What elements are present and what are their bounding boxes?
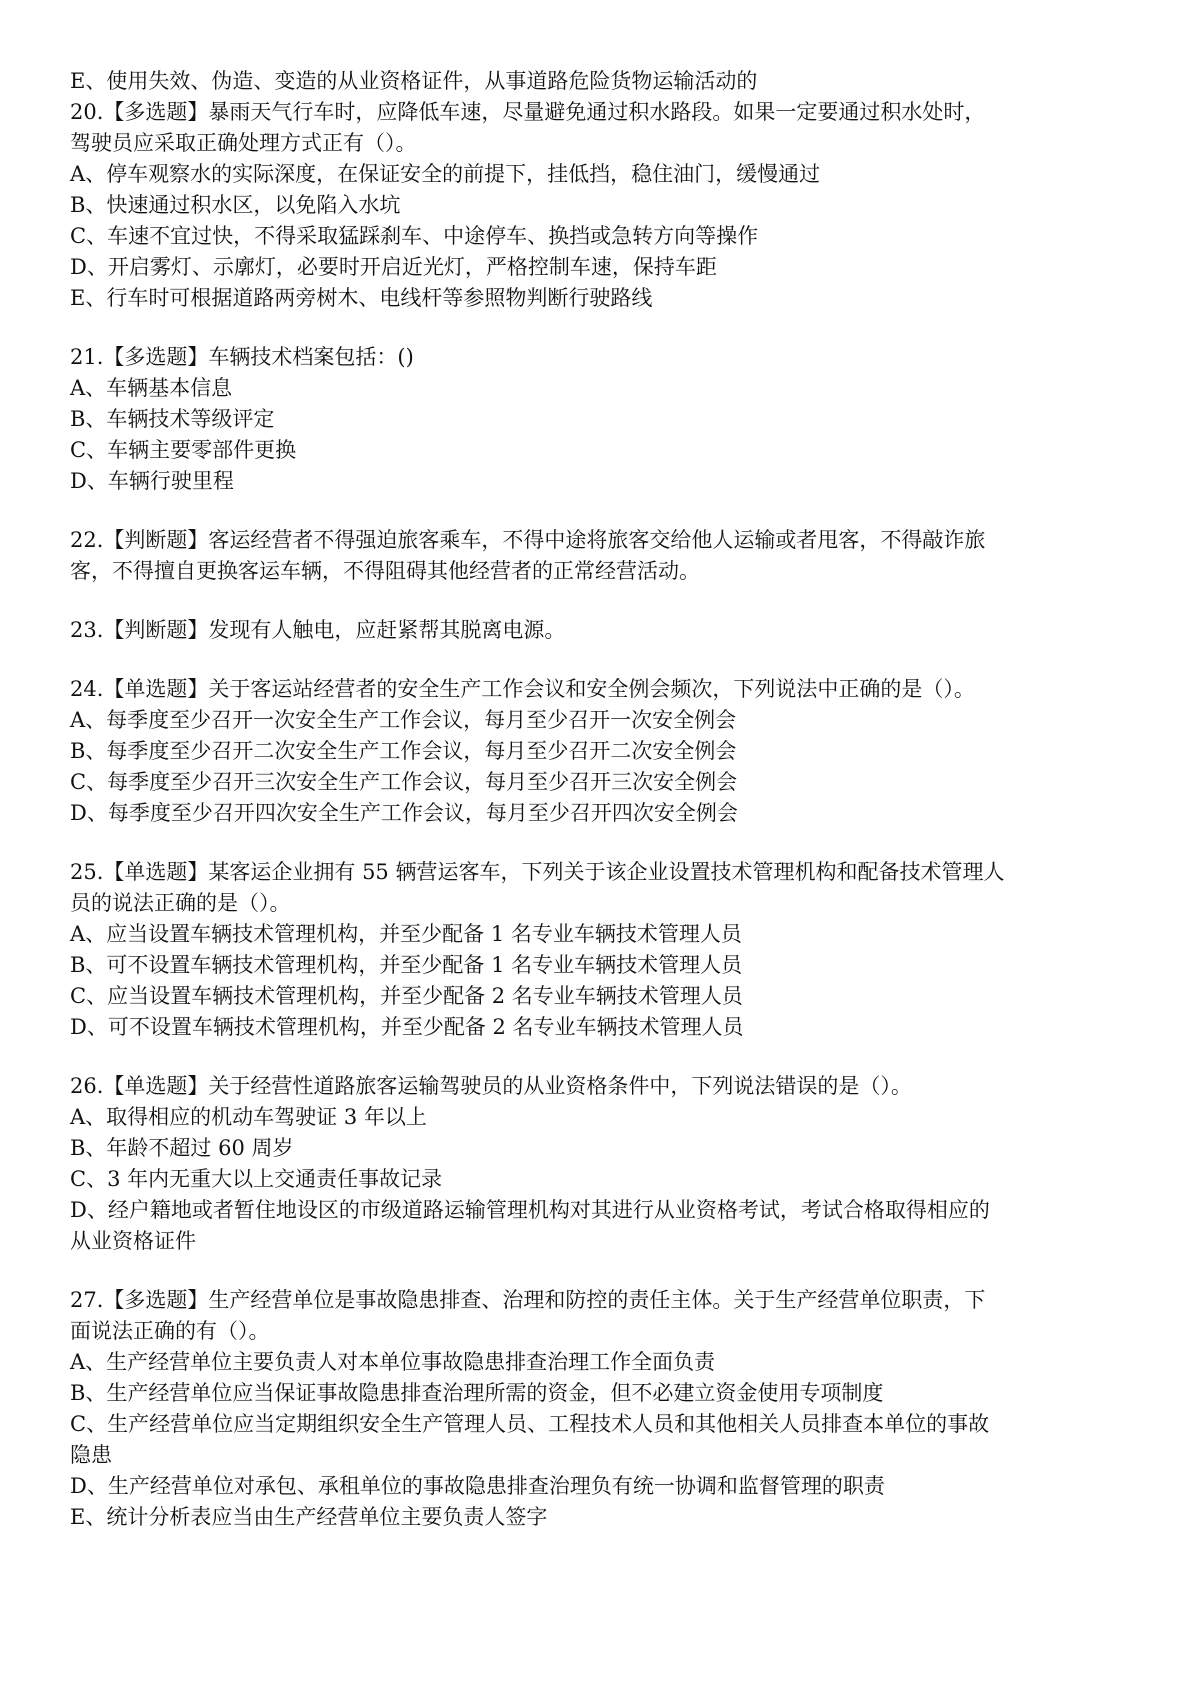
- question-stem-line: 23.【判断题】发现有人触电，应赶紧帮其脱离电源。: [70, 618, 566, 642]
- answer-option: A、停车观察水的实际深度，在保证安全的前提下，挂低挡，稳住油门，缓慢通过: [70, 162, 821, 186]
- answer-option: A、取得相应的机动车驾驶证 3 年以上: [70, 1105, 427, 1129]
- question-stem-line: 员的说法正确的是（）。: [70, 891, 291, 915]
- question-stem-line: 26.【单选题】关于经营性道路旅客运输驾驶员的从业资格条件中，下列说法错误的是（）。: [70, 1074, 912, 1098]
- answer-option: D、可不设置车辆技术管理机构，并至少配备 2 名专业车辆技术管理人员: [70, 1015, 744, 1039]
- question-stem-line: 21.【多选题】车辆技术档案包括：(): [70, 345, 414, 369]
- answer-option: A、每季度至少召开一次安全生产工作会议，每月至少召开一次安全例会: [70, 708, 737, 732]
- question-stem-line: 驾驶员应采取正确处理方式正有（）。: [70, 131, 417, 155]
- question-stem-line: 22.【判断题】客运经营者不得强迫旅客乘车，不得中途将旅客交给他人运输或者甩客，不得敲诈旅: [70, 528, 986, 552]
- exam-page: [70, 66, 1130, 1533]
- answer-option: 隐患: [70, 1443, 112, 1467]
- question-block: [70, 1285, 1130, 1533]
- question-block: [70, 342, 1130, 497]
- question-stem-line: 20.【多选题】暴雨天气行车时，应降低车速，尽量避免通过积水路段。如果一定要通过积水处时，: [70, 100, 986, 124]
- answer-option: D、每季度至少召开四次安全生产工作会议，每月至少召开四次安全例会: [70, 801, 738, 825]
- answer-option: D、车辆行驶里程: [70, 469, 234, 493]
- question-stem-line: 25.【单选题】某客运企业拥有 55 辆营运客车，下列关于该企业设置技术管理机构和配备技术管理人: [70, 860, 1005, 884]
- answer-option: A、应当设置车辆技术管理机构，并至少配备 1 名专业车辆技术管理人员: [70, 922, 742, 946]
- answer-option: E、行车时可根据道路两旁树木、电线杆等参照物判断行驶路线: [70, 286, 653, 310]
- answer-option: B、快速通过积水区，以免陷入水坑: [70, 193, 401, 217]
- question-block: [70, 615, 1130, 646]
- question-stem-line: 客，不得擅自更换客运车辆，不得阻碍其他经营者的正常经营活动。: [70, 559, 700, 583]
- question-block: [70, 97, 1130, 314]
- answer-option: D、生产经营单位对承包、承租单位的事故隐患排查治理负有统一协调和监督管理的职责: [70, 1474, 885, 1498]
- leading-option-block: [70, 66, 1130, 97]
- answer-option: C、3 年内无重大以上交通责任事故记录: [70, 1167, 443, 1191]
- question-block: [70, 525, 1130, 587]
- answer-option: B、年龄不超过 60 周岁: [70, 1136, 294, 1160]
- question-block: [70, 674, 1130, 829]
- answer-option: A、车辆基本信息: [70, 376, 233, 400]
- answer-option: B、生产经营单位应当保证事故隐患排查治理所需的资金，但不必建立资金使用专项制度: [70, 1381, 884, 1405]
- answer-option: B、可不设置车辆技术管理机构，并至少配备 1 名专业车辆技术管理人员: [70, 953, 743, 977]
- question-block: [70, 857, 1130, 1043]
- question-stem-line: 面说法正确的有（）。: [70, 1319, 270, 1343]
- answer-option: C、车辆主要零部件更换: [70, 438, 297, 462]
- answer-option: C、每季度至少召开三次安全生产工作会议，每月至少召开三次安全例会: [70, 770, 738, 794]
- question-stem-line: 27.【多选题】生产经营单位是事故隐患排查、治理和防控的责任主体。关于生产经营单位职责，下: [70, 1288, 986, 1312]
- answer-option: C、应当设置车辆技术管理机构，并至少配备 2 名专业车辆技术管理人员: [70, 984, 743, 1008]
- answer-option: E、统计分析表应当由生产经营单位主要负责人签字: [70, 1505, 548, 1529]
- answer-option: C、生产经营单位应当定期组织安全生产管理人员、工程技术人员和其他相关人员排查本单位的事故: [70, 1412, 990, 1436]
- answer-option: B、车辆技术等级评定: [70, 407, 275, 431]
- answer-option: 从业资格证件: [70, 1229, 196, 1253]
- option-text: E、使用失效、伪造、变造的从业资格证件，从事道路危险货物运输活动的: [70, 69, 758, 93]
- question-stem-line: 24.【单选题】关于客运站经营者的安全生产工作会议和安全例会频次，下列说法中正确的是（）。: [70, 677, 975, 701]
- question-block: [70, 1071, 1130, 1257]
- answer-option: D、经户籍地或者暂住地设区的市级道路运输管理机构对其进行从业资格考试，考试合格取得相应的: [70, 1198, 990, 1222]
- question-list: [70, 97, 1130, 1533]
- answer-option: A、生产经营单位主要负责人对本单位事故隐患排查治理工作全面负责: [70, 1350, 716, 1374]
- answer-option: C、车速不宜过快，不得采取猛踩刹车、中途停车、换挡或急转方向等操作: [70, 224, 759, 248]
- answer-option: B、每季度至少召开二次安全生产工作会议，每月至少召开二次安全例会: [70, 739, 737, 763]
- answer-option: D、开启雾灯、示廓灯，必要时开启近光灯，严格控制车速，保持车距: [70, 255, 717, 279]
